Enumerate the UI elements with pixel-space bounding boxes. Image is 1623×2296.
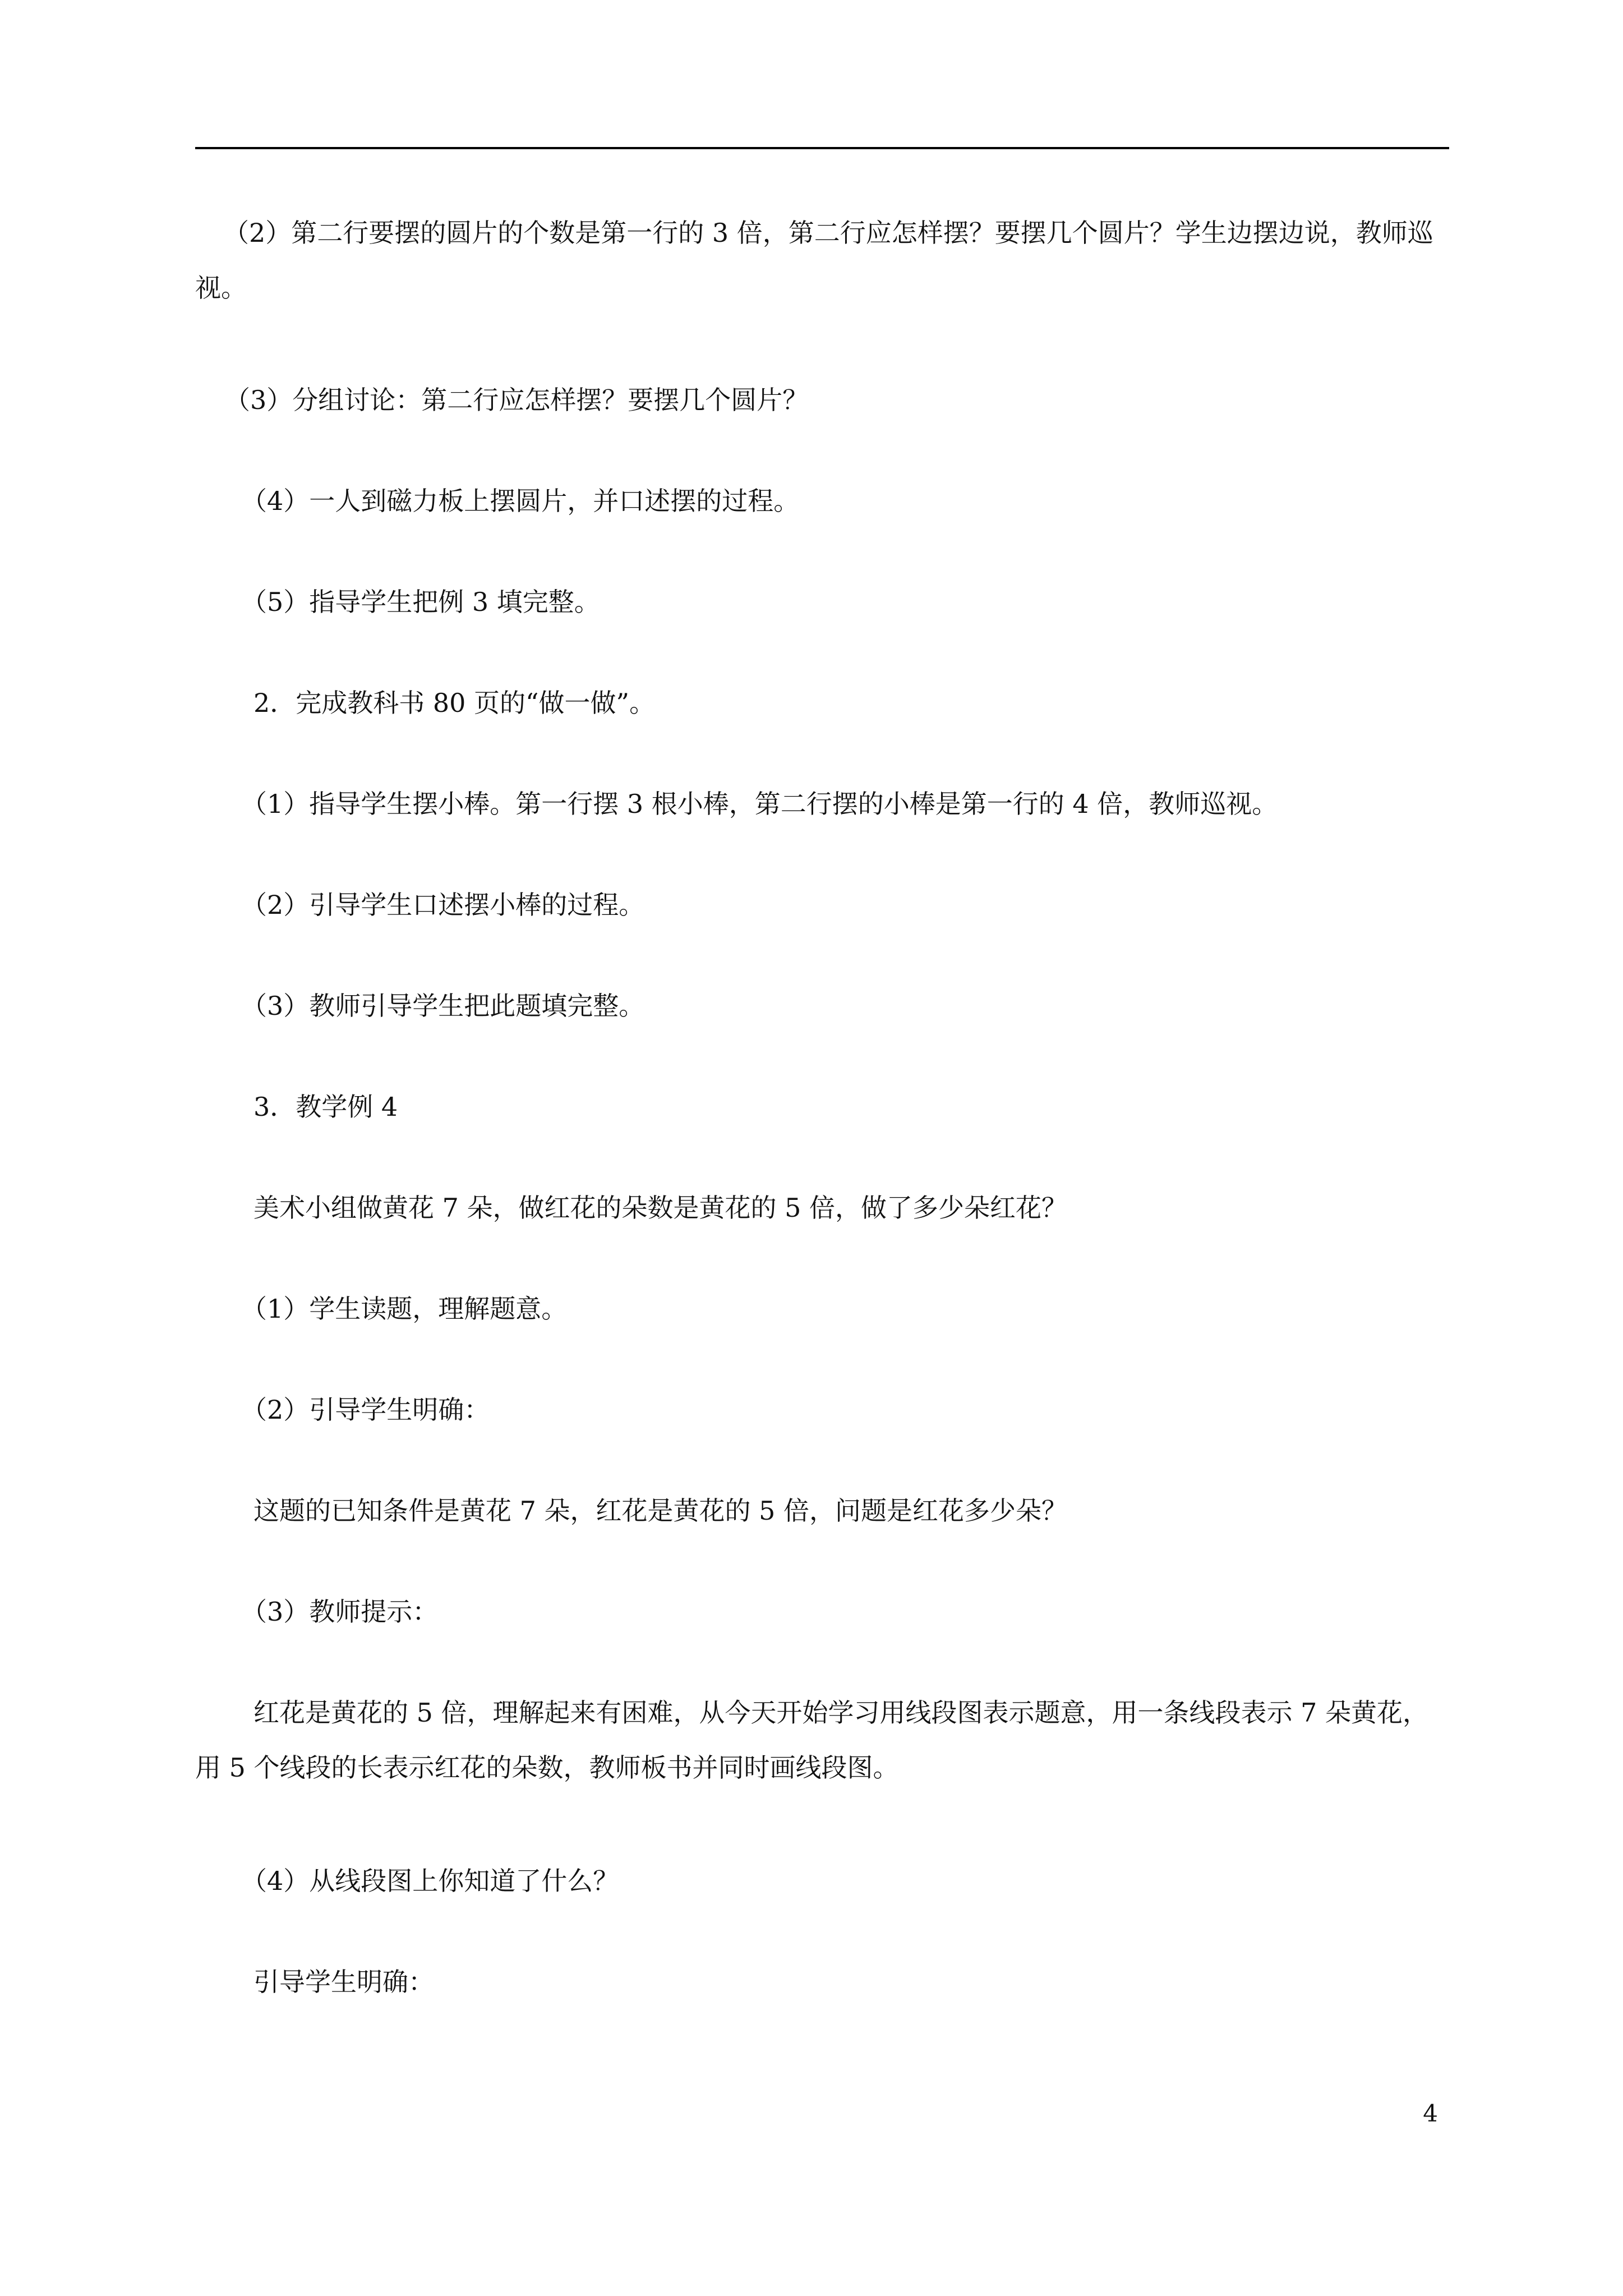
paragraph-3: （4）一人到磁力板上摆圆片，并口述摆的过程。 [241, 486, 800, 516]
paragraph-7: （2）引导学生口述摆小棒的过程。 [241, 890, 645, 920]
paragraph-16: （4）从线段图上你知道了什么？ [241, 1866, 619, 1896]
paragraph-11: （1）学生读题，理解题意。 [241, 1294, 568, 1324]
paragraph-17: 引导学生明确： [253, 1967, 434, 1997]
paragraph-8: （3）教师引导学生把此题填完整。 [241, 991, 645, 1021]
paragraph-2: （3）分组讨论：第二行应怎样摆？要摆几个圆片？ [224, 385, 809, 415]
paragraph-15: 红花是黄花的 5 倍，理解起来有困难，从今天开始学习用线段图表示题意，用一条线段表示 7 朵黄花，用 5 个线段的长表示红花的朵数，教师板书并同时画线段图。 [195, 1697, 1429, 1783]
paragraph-5: 2．完成教科书 80 页的“做一做”。 [253, 688, 656, 718]
paragraph-9: 3．教学例 4 [253, 1092, 398, 1122]
page-number: 4 [1423, 2100, 1438, 2127]
paragraph-1: （2）第二行要摆的圆片的个数是第一行的 3 倍，第二行应怎样摆？要摆几个圆片？学生边摆边说，教师巡视。 [195, 218, 1433, 303]
paragraph-12: （2）引导学生明确： [241, 1395, 490, 1425]
paragraph-6: （1）指导学生摆小棒。第一行摆 3 根小棒，第二行摆的小棒是第一行的 4 倍，教师巡视。 [241, 789, 1278, 819]
paragraph-10: 美术小组做黄花 7 朵，做红花的朵数是黄花的 5 倍，做了多少朵红花？ [253, 1193, 1068, 1223]
paragraph-14: （3）教师提示： [241, 1596, 439, 1627]
paragraph-13: 这题的已知条件是黄花 7 朵，红花是黄花的 5 倍，问题是红花多少朵？ [253, 1496, 1068, 1526]
header-rule [195, 147, 1449, 149]
paragraph-4: （5）指导学生把例 3 填完整。 [241, 587, 600, 617]
